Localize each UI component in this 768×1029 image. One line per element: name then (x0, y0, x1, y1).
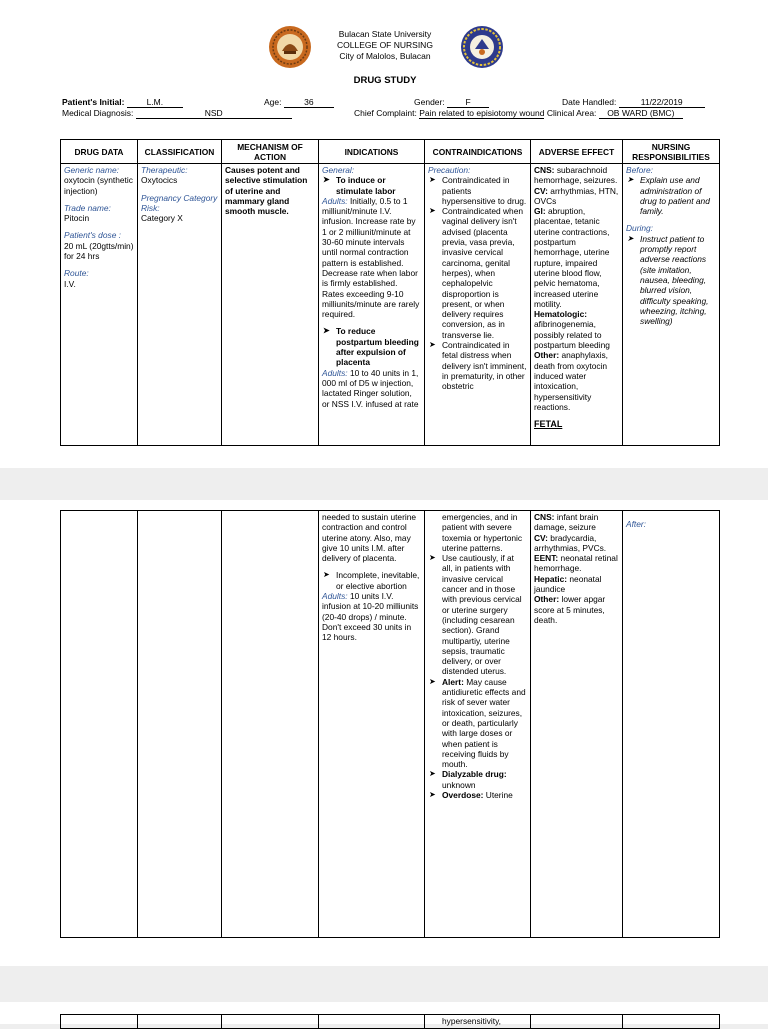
indication-3: ➤ Incomplete, inevitable, or elective abortion (336, 570, 421, 591)
drug-study-table-page-1 (60, 139, 720, 446)
document-title: DRUG STUDY (353, 75, 417, 86)
pregnancy-category: Category X (141, 213, 183, 224)
nursing-before-item: ➤ Explain use and administration of drug to patient and family. (640, 175, 716, 216)
college-name: COLLEGE OF NURSING (337, 40, 433, 50)
adverse-effect-cell: CNS: subarachnoid hemorrhage, seizures. CV: arrhythmias, HTN, OVCs GI: abruption, placentae, tetanic uterine contractions, postpartum hemorrhage, uterine rupture, impaired uterine blood flow, pelvic hematoma, increased uterine motility. Hematologic: afibrinogenemia, possibly related to postpartum bleeding Other: anaphylaxis, death from oxytocin induced water intoxication, hypersensitivity reactions. FETAL (531, 164, 623, 446)
city-name: City of Malolos, Bulacan (339, 51, 431, 61)
patient-initial: Patient's Initial: L.M. (62, 97, 183, 108)
university-name: Bulacan State University (338, 29, 432, 39)
clinical-area-value: OB WARD (BMC) (599, 108, 683, 119)
contraindication-dialyzable: ➤ Dialyzable drug: unknown (442, 769, 527, 790)
contraindication-1: ➤ Contraindicated in patients hypersensitive to drug. (442, 175, 527, 206)
contraindication-3: ➤ Contraindicated in fetal distress when delivery isn't imminent, in prematurity, in other obstetric (442, 340, 527, 391)
patient-dose: 20 mL (20gtts/min) for 24 hrs (64, 240, 134, 262)
nursing-during-item: ➤ Instruct patient to promptly report adverse reactions (site imitation, nausea, bleeding, blurred vision, difficulty speaking, wheezing, itching, swelling) (640, 234, 716, 327)
mechanism-cell: Causes potent and selective stimulation of uterine and mammary gland smooth muscle. (222, 164, 319, 446)
contraindications-cell-cont: emergencies, and in patient with severe toxemia or hypertonic uterine patterns. ➤ Use cautiously, if at all, in patients with invasive cervical cancer and in those with previous cervical or uterine surgery (including cesarean section). Grand multipartiy, uterine sepsis, traumatic delivery, or over distended uterus. ➤ Alert: May cause antidiuretic effects and risk of sever water intoxication, seizures, or death, particularly with large doses or when patient is receiving fluids by mouth. ➤ Dialyzable drug: unknown ➤ Overdose: Uterine (425, 511, 531, 938)
drug-study-table-page-2 (60, 510, 720, 938)
patient-age: Age: 36 (264, 97, 334, 108)
col-header-drug-data: DRUG DATA (61, 140, 138, 164)
generic-name: oxytocin (synthetic injection) (64, 175, 133, 196)
drug-data-cell: Generic name: oxytocin (synthetic injection) Trade name: Pitocin Patient's dose : 20 mL (20gtts/min) for 24 hrs Route: I.V. (61, 164, 138, 446)
document-page-2 (0, 500, 768, 966)
classification-cell: Therapeutic: Oxytocics Pregnancy Category Risk: Category X (138, 164, 222, 446)
patient-gender: Gender: F (414, 97, 489, 108)
col-header-nursing: NURSING RESPONSIBILITIES (623, 140, 720, 164)
route: I.V. (64, 278, 76, 289)
adverse-effect-cell-cont: CNS: infant brain damage, seizure CV: bradycardia, arrhythmias, PVCs. EENT: neonatal retinal hemorrhage. Hepatic: neonatal jaundice Other: lower apgar score at 5 minutes, death. (531, 511, 623, 938)
chief-complaint-value: Pain related to episiotomy wound (419, 108, 545, 118)
indications-cell-cont: needed to sustain uterine contraction and control uterine atony. Also, may give 10 units I.M. after delivery of placenta. ➤ Incomplete, inevitable, or elective abortion Adults: 10 units I.V. infusion at 10-20 milliunits (20-40 drops) / minute. Don't exceed 30 units in 12 hours. (319, 511, 425, 938)
university-header (300, 29, 470, 62)
nursing-cell-cont (623, 511, 720, 938)
col-header-contraindications: CONTRAINDICATIONS (425, 140, 531, 164)
col-header-indications: INDICATIONS (319, 140, 425, 164)
contraindication-2: ➤ Contraindicated when vaginal delivery isn't advised (placenta previa, vasa previa, invasive cervical carcinoma, genital herpes), when cephalopelvic disproportion is present, or when delivery requires conversion, as in transverse lie. (442, 206, 527, 340)
document-page-3 (0, 1002, 768, 1024)
mechanism-cell-cont (222, 511, 319, 938)
patient-initial-value: L.M. (127, 97, 183, 108)
contraindications-cell-p3: hypersensitivity, (425, 1015, 531, 1029)
chief-complaint: Chief Complaint: Pain related to episiotomy wound Clinical Area: OB WARD (BMC) (354, 108, 683, 119)
contraindication-4: ➤ Use cautiously, if at all, in patients with invasive cervical cancer and in those with previous cervical or uterine surgery (including cesarean section). Grand multipartiy, uterine sepsis, traumatic delivery, or over distended uterus. (442, 553, 527, 677)
adults-dosage-1: Adults: Initially, 0.5 to 1 milliunit/minute I.V. infusion. Increase rate by 1 or 2 milliunit/minute at 30-60 minute intervals until normal contraction pattern is established. Decrease rate when labor is firmly established. Rates exceeding 9-10 milliunits/minute are rarely required. (322, 195, 420, 320)
indication-1: ➤ To induce or stimulate labor (336, 175, 421, 196)
fetal-heading: FETAL (534, 419, 563, 430)
date-handled-value: 11/22/2019 (619, 97, 705, 108)
patient-age-value: 36 (284, 97, 334, 108)
nursing-after-label: After: (626, 519, 647, 529)
medical-diagnosis: Medical Diagnosis: NSD (62, 108, 292, 119)
indications-cell: General: ➤ To induce or stimulate labor Adults: Initially, 0.5 to 1 milliunit/minute I.V. infusion. Increase rate by 1 or 2 milliunit/minute at 30-60 minute intervals until normal contraction pattern is established. Decrease rate when labor is firmly established. Rates exceeding 9-10 milliunits/minute are rarely required. ➤ To reduce postpartum bleeding after expulsion of placenta Adults: 10 to 40 units in 1, 000 ml of D5 w injection, lactated Ringer solution, or NSS I.V. infused at rate (319, 164, 425, 446)
drug-study-table-page-3 (60, 1014, 720, 1029)
classification-cell-cont (138, 511, 222, 938)
col-header-classification: CLASSIFICATION (138, 140, 222, 164)
medical-diagnosis-value: NSD (136, 108, 292, 119)
adults-dosage-3: Adults: 10 units I.V. infusion at 10-20 milliunits (20-40 drops) / minute. Don't exceed 30 units in 12 hours. (322, 591, 419, 643)
contraindication-alert: ➤ Alert: May cause antidiuretic effects and risk of sever water intoxication, seizures, or death, particularly with large doses or when patient is receiving fluids by mouth. (442, 677, 527, 770)
nursing-cell: Before: ➤ Explain use and administration of drug to patient and family. During: ➤ Instruct patient to promptly report adverse reactions (site imitation, nausea, bleeding, blurred vision, difficulty speaking, wheezing, itching, swelling) (623, 164, 720, 446)
col-header-adverse-effect: ADVERSE EFFECT (531, 140, 623, 164)
adults-dosage-2: Adults: 10 to 40 units in 1, 000 ml of D5 w injection, lactated Ringer solution, or NSS I.V. infused at rate (322, 367, 419, 409)
contraindication-overdose: ➤ Overdose: Uterine (442, 790, 527, 800)
indication-2: ➤ To reduce postpartum bleeding after expulsion of placenta (336, 326, 421, 367)
date-handled: Date Handled: 11/22/2019 (562, 97, 705, 108)
therapeutic-class: Oxytocics (141, 175, 178, 186)
contraindications-cell: Precaution: ➤ Contraindicated in patients hypersensitive to drug. ➤ Contraindicated when vaginal delivery isn't advised (placenta previa, vasa previa, invasive cervical carcinoma, genital herpes), when cephalopelvic disproportion is present, or when delivery requires conversion, as in transverse lie. ➤ Contraindicated in fetal distress when delivery isn't imminent, in prematurity, in other obstetric (425, 164, 531, 446)
college-of-nursing-seal-logo (460, 25, 504, 69)
trade-name: Pitocin (64, 213, 90, 224)
patient-gender-value: F (447, 97, 489, 108)
drug-data-cell-cont (61, 511, 138, 938)
document-page-1 (0, 0, 768, 468)
col-header-mechanism: MECHANISM OF ACTION (222, 140, 319, 164)
